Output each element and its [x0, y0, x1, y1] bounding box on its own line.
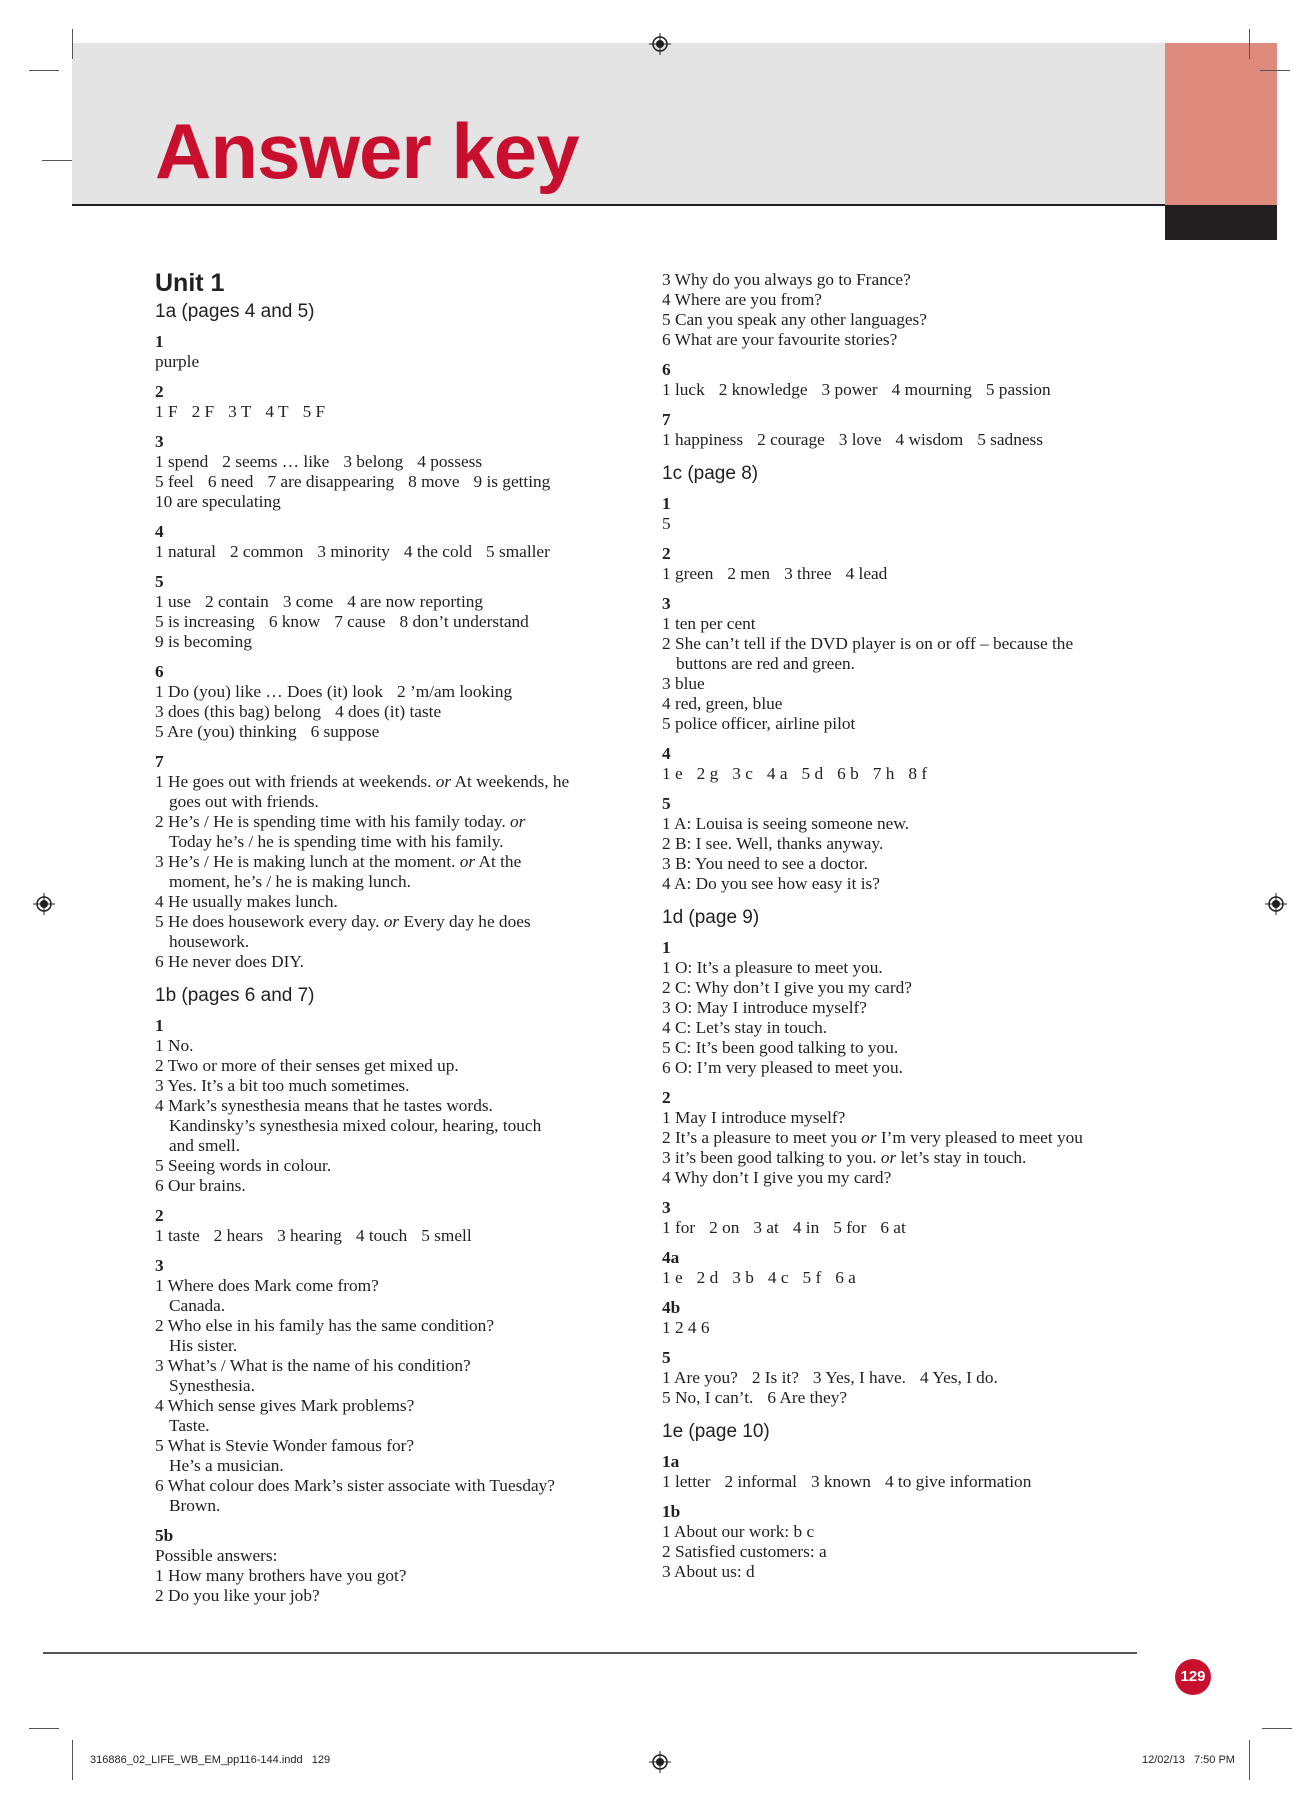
answer-continuation: moment, he’s / he is making lunch.	[169, 872, 411, 891]
answer-line: 4 He usually makes lunch.	[155, 892, 338, 911]
answer-item: 6 suppose	[310, 722, 380, 741]
answer-item: 4 lead	[845, 564, 888, 583]
answer-line: 5 What is Stevie Wonder famous for?	[155, 1436, 415, 1455]
answer-continuation: Today he’s / he is spending time with his family.	[169, 832, 504, 851]
answer-item: 6 at	[880, 1218, 906, 1237]
answer-item: 5 smaller	[486, 542, 550, 561]
answer-row	[155, 722, 635, 742]
crop-mark	[1249, 29, 1250, 59]
page-title: Answer key	[155, 107, 579, 195]
answer-item: 3 power	[821, 380, 878, 399]
exercise	[155, 1256, 635, 1516]
answer-text: let’s stay in touch.	[896, 1148, 1027, 1167]
exercise	[155, 662, 635, 742]
answer-continuation: Synesthesia.	[169, 1376, 255, 1395]
answer-line: 1 2 4 6	[662, 1318, 710, 1337]
answer-item: 1 for	[662, 1218, 696, 1237]
answer-item: 2 hears	[213, 1226, 264, 1245]
answer-item: 4 c	[767, 1268, 789, 1287]
answer-row	[155, 612, 635, 632]
exercise	[155, 752, 635, 972]
answer-text: Every day he does	[399, 912, 531, 931]
answer-item: 2 ’m/am looking	[396, 682, 513, 701]
exercise	[662, 410, 1182, 450]
answer-line: 1 ten per cent	[662, 614, 756, 633]
exercise-number: 5	[662, 1348, 671, 1367]
answer-text: I’m very pleased to meet you	[876, 1128, 1083, 1147]
answer-item: 6 know	[268, 612, 321, 631]
exercise	[662, 544, 1182, 584]
exercise	[662, 1198, 1182, 1238]
answer-line: 3 O: May I introduce myself?	[662, 998, 867, 1017]
answer-item: 1 F	[155, 402, 178, 421]
answer-item: 2 g	[696, 764, 719, 783]
answer-row	[155, 452, 635, 472]
exercise-number: 1	[155, 1016, 164, 1035]
exercise-number: 7	[155, 752, 164, 771]
answer-item: 6 Are they?	[767, 1388, 847, 1407]
answer-item: 9 is getting	[473, 472, 551, 491]
answer-item: 4 the cold	[403, 542, 473, 561]
left-column	[155, 268, 635, 1616]
answer-text: 2 It’s a pleasure to meet you	[662, 1128, 862, 1147]
exercise-number: 1b	[662, 1502, 681, 1521]
crop-mark	[72, 1740, 73, 1780]
answer-line: 3 Why do you always go to France?	[662, 270, 911, 289]
alternative-or: or	[435, 772, 452, 791]
file-slug: 316886_02_LIFE_WB_EM_pp116-144.indd 129	[90, 1754, 331, 1766]
answer-item: 2 F	[191, 402, 215, 421]
answer-line: 3 B: You need to see a doctor.	[662, 854, 868, 873]
section-heading: 1b (pages 6 and 7)	[155, 985, 315, 1006]
exercise	[662, 1502, 1182, 1582]
answer-item: 3 belong	[343, 452, 404, 471]
answer-row	[155, 542, 635, 562]
answer-item: 4 possess	[417, 452, 483, 471]
exercise-number: 4	[662, 744, 671, 763]
exercise-number: 4b	[662, 1298, 681, 1317]
answer-item: 2 courage	[757, 430, 825, 449]
answer-item: 4 mourning	[891, 380, 972, 399]
exercise	[155, 1016, 635, 1196]
answer-row	[662, 380, 1182, 400]
answer-text: 1 He goes out with friends at weekends.	[155, 772, 436, 791]
header-color-tab	[1165, 43, 1277, 205]
answer-line: 4 red, green, blue	[662, 694, 783, 713]
registration-mark-icon	[1265, 893, 1287, 915]
exercise-number: 2	[662, 1088, 671, 1107]
answer-item: 2 Is it?	[751, 1368, 799, 1387]
exercise	[662, 1248, 1182, 1288]
answer-item: 4 Yes, I do.	[920, 1368, 998, 1387]
answer-item: 5 feel	[155, 472, 194, 491]
exercise	[662, 744, 1182, 784]
answer-row	[155, 402, 635, 422]
exercise-number: 2	[662, 544, 671, 563]
answer-item: 8 move	[408, 472, 460, 491]
exercise-number: 2	[155, 382, 164, 401]
exercise	[662, 794, 1182, 894]
answer-item: 4 in	[792, 1218, 820, 1237]
crop-mark	[42, 160, 72, 161]
answer-item: 5 sadness	[977, 430, 1043, 449]
exercise	[662, 494, 1182, 534]
answer-item: 6 need	[207, 472, 254, 491]
answer-item: 4 wisdom	[895, 430, 964, 449]
answer-row	[662, 1368, 1182, 1388]
answer-row	[155, 682, 635, 702]
answer-item: 7 cause	[334, 612, 386, 631]
answer-line: 1 Where does Mark come from?	[155, 1276, 379, 1295]
answer-item: 9 is becoming	[155, 632, 252, 651]
answer-line: 2 Two or more of their senses get mixed up.	[155, 1056, 459, 1075]
page-number-badge: 129	[1175, 1659, 1211, 1695]
answer-line	[662, 1128, 1182, 1148]
answer-item: 3 minority	[317, 542, 390, 561]
exercise-number: 5	[662, 794, 671, 813]
registration-mark-icon	[33, 893, 55, 915]
answer-row	[155, 492, 635, 512]
answer-item: 2 seems … like	[222, 452, 330, 471]
answer-row	[155, 702, 635, 722]
exercise	[662, 1348, 1182, 1408]
exercise	[155, 522, 635, 562]
answer-row	[662, 1472, 1182, 1492]
answer-item: 2 contain	[205, 592, 269, 611]
answer-item: 1 Do (you) like … Does (it) look	[155, 682, 383, 701]
exercise-number: 4	[155, 522, 164, 541]
alternative-or: or	[383, 912, 400, 931]
answer-item: 3 b	[732, 1268, 754, 1287]
answer-line: 6 What are your favourite stories?	[662, 330, 898, 349]
answer-item: 4 touch	[355, 1226, 408, 1245]
answer-line: 1 About our work: b c	[662, 1522, 815, 1541]
answer-line: 5 C: It’s been good talking to you.	[662, 1038, 899, 1057]
answer-continuation: Canada.	[169, 1296, 226, 1315]
answer-item: 5 for	[833, 1218, 867, 1237]
answer-item: 2 informal	[724, 1472, 797, 1491]
answer-item: 5 smell	[421, 1226, 472, 1245]
answer-row	[155, 472, 635, 492]
answer-item: 3 come	[282, 592, 334, 611]
answer-line: 5 police officer, airline pilot	[662, 714, 856, 733]
answer-item: 1 use	[155, 592, 191, 611]
answer-line: 2 Do you like your job?	[155, 1586, 320, 1605]
exercise	[662, 1452, 1182, 1492]
answer-item: 1 spend	[155, 452, 209, 471]
answer-line: 2 C: Why don’t I give you my card?	[662, 978, 912, 997]
date-slug: 12/02/13 7:50 PM	[1142, 1754, 1235, 1766]
answer-text: At the	[475, 852, 522, 871]
exercise-number: 5	[155, 572, 164, 591]
answer-item: 2 men	[727, 564, 771, 583]
header-rule	[72, 204, 1165, 206]
answer-item: 6 b	[837, 764, 859, 783]
answer-item: 8 f	[908, 764, 928, 783]
answer-line: 3 blue	[662, 674, 705, 693]
answer-item: 3 known	[810, 1472, 871, 1491]
answer-row	[155, 1226, 635, 1246]
answer-line: 1 O: It’s a pleasure to meet you.	[662, 958, 883, 977]
answer-text: 2 He’s / He is spending time with his family today.	[155, 812, 511, 831]
answer-line: 1 A: Louisa is seeing someone new.	[662, 814, 910, 833]
answer-continuation: His sister.	[169, 1336, 238, 1355]
answer-line: 3 About us: d	[662, 1562, 755, 1581]
answer-item: 1 natural	[155, 542, 216, 561]
exercise	[155, 332, 635, 372]
exercise	[662, 270, 1182, 350]
exercise-number: 7	[662, 410, 671, 429]
answer-line: 4 Which sense gives Mark problems?	[155, 1396, 415, 1415]
answer-row	[662, 564, 1182, 584]
answer-line: 4 C: Let’s stay in touch.	[662, 1018, 828, 1037]
answer-continuation: Brown.	[169, 1496, 221, 1515]
answer-line: 3 Yes. It’s a bit too much sometimes.	[155, 1076, 410, 1095]
crop-mark	[1262, 1728, 1292, 1729]
answer-item: 3 c	[732, 764, 753, 783]
answer-line	[662, 1148, 1182, 1168]
answer-item: 3 Yes, I have.	[812, 1368, 906, 1387]
answer-item: 5 No, I can’t.	[662, 1388, 754, 1407]
alternative-or: or	[861, 1128, 877, 1147]
answer-item: 5 d	[801, 764, 824, 783]
answer-item: 3 love	[838, 430, 882, 449]
section-heading: 1d (page 9)	[662, 907, 760, 928]
exercise-number: 3	[155, 432, 164, 451]
answer-row	[662, 430, 1182, 450]
answer-item: 3 does (this bag) belong	[155, 702, 322, 721]
answer-item: 4 are now reporting	[347, 592, 484, 611]
answer-line: Possible answers:	[155, 1546, 278, 1565]
exercise	[155, 432, 635, 512]
answer-continuation: goes out with friends.	[169, 792, 319, 811]
answer-line: 3 What’s / What is the name of his condition?	[155, 1356, 471, 1375]
exercise	[155, 572, 635, 652]
answer-row	[155, 592, 635, 612]
answer-item: 5 passion	[985, 380, 1051, 399]
answer-continuation: and smell.	[169, 1136, 241, 1155]
answer-continuation: He’s a musician.	[169, 1456, 284, 1475]
answer-row	[662, 764, 1182, 784]
exercise	[155, 1526, 635, 1606]
answer-item: 2 common	[229, 542, 304, 561]
answer-row	[155, 632, 635, 652]
answer-row	[662, 1388, 1182, 1408]
answer-text: 5 He does housework every day.	[155, 912, 384, 931]
exercise-number: 1a	[662, 1452, 680, 1471]
answer-item: 1 luck	[662, 380, 705, 399]
crop-mark	[29, 1728, 59, 1729]
answer-item: 1 e	[662, 764, 683, 783]
exercise	[662, 1298, 1182, 1338]
unit-heading: Unit 1	[155, 269, 225, 297]
answer-item: 10 are speculating	[155, 492, 281, 511]
exercise-number: 1	[662, 494, 671, 513]
answer-line	[155, 772, 635, 792]
section-heading: 1c (page 8)	[662, 463, 759, 484]
alternative-or: or	[880, 1148, 897, 1167]
answer-item: 5 Are (you) thinking	[155, 722, 297, 741]
answer-item: 2 on	[709, 1218, 740, 1237]
answer-line: 6 Our brains.	[155, 1176, 246, 1195]
answer-item: 4 does (it) taste	[335, 702, 442, 721]
exercise	[662, 360, 1182, 400]
right-column	[662, 270, 1182, 1592]
answer-item: 3 at	[753, 1218, 779, 1237]
answer-line: 4 Why don’t I give you my card?	[662, 1168, 892, 1187]
crop-mark	[1249, 1740, 1250, 1780]
section-heading: 1a (pages 4 and 5)	[155, 301, 315, 322]
exercise-number: 2	[155, 1206, 164, 1225]
answer-item: 1 e	[662, 1268, 683, 1287]
answer-line: 6 He never does DIY.	[155, 952, 304, 971]
crop-mark	[1260, 70, 1290, 71]
answer-continuation: housework.	[169, 932, 250, 951]
exercise-number: 6	[662, 360, 671, 379]
answer-row	[662, 1218, 1182, 1238]
answer-line: 1 No.	[155, 1036, 194, 1055]
alternative-or: or	[459, 852, 476, 871]
exercise-number: 3	[662, 594, 671, 613]
answer-item: 1 green	[662, 564, 714, 583]
answer-line: 5 Seeing words in colour.	[155, 1156, 332, 1175]
answer-line: 1 How many brothers have you got?	[155, 1566, 407, 1585]
answer-item: 3 T	[228, 402, 252, 421]
answer-item: 2 knowledge	[718, 380, 808, 399]
registration-mark-icon	[649, 1751, 671, 1773]
answer-item: 3 three	[784, 564, 832, 583]
exercise-number: 5b	[155, 1526, 174, 1545]
registration-mark-icon	[649, 33, 671, 55]
answer-line	[155, 912, 635, 932]
answer-continuation: Taste.	[169, 1416, 210, 1435]
answer-item: 8 don’t understand	[399, 612, 529, 631]
answer-continuation: buttons are red and green.	[676, 654, 855, 673]
answer-line: 4 Mark’s synesthesia means that he tastes words.	[155, 1096, 493, 1115]
exercise	[662, 594, 1182, 734]
header-black-tab	[1165, 205, 1277, 240]
exercise-number: 3	[155, 1256, 164, 1275]
answer-line: 5	[662, 514, 671, 533]
answer-row	[662, 1268, 1182, 1288]
answer-item: 4 to give information	[884, 1472, 1032, 1491]
answer-item: 1 Are you?	[662, 1368, 738, 1387]
answer-item: 1 taste	[155, 1226, 200, 1245]
answer-item: 2 d	[696, 1268, 719, 1287]
answer-text: 3 He’s / He is making lunch at the moment.	[155, 852, 460, 871]
answer-line: 1 May I introduce myself?	[662, 1108, 846, 1127]
exercise-number: 1	[662, 938, 671, 957]
exercise	[662, 1088, 1182, 1188]
exercise-number: 3	[662, 1198, 671, 1217]
alternative-or: or	[510, 812, 526, 831]
answer-line: purple	[155, 352, 200, 371]
section-heading: 1e (page 10)	[662, 1421, 770, 1442]
answer-line: 2 She can’t tell if the DVD player is on or off – because the	[662, 634, 1074, 653]
answer-line: 4 A: Do you see how easy it is?	[662, 874, 880, 893]
answer-line: 2 B: I see. Well, thanks anyway.	[662, 834, 884, 853]
answer-line	[155, 852, 635, 872]
answer-item: 6 a	[835, 1268, 856, 1287]
answer-item: 7 are disappearing	[267, 472, 395, 491]
answer-item: 4 T	[265, 402, 289, 421]
footer-rule	[43, 1652, 1137, 1654]
answer-item: 4 a	[766, 764, 788, 783]
answer-text: At weekends, he	[451, 772, 570, 791]
answer-line: 6 What colour does Mark’s sister associate with Tuesday?	[155, 1476, 555, 1495]
answer-item: 5 is increasing	[155, 612, 255, 631]
answer-continuation: Kandinsky’s synesthesia mixed colour, hearing, touch	[169, 1116, 542, 1135]
answer-item: 3 hearing	[277, 1226, 342, 1245]
answer-line: 5 Can you speak any other languages?	[662, 310, 927, 329]
crop-mark	[29, 70, 59, 71]
answer-line: 2 Who else in his family has the same condition?	[155, 1316, 494, 1335]
exercise	[155, 1206, 635, 1246]
crop-mark	[72, 29, 73, 59]
answer-line: 4 Where are you from?	[662, 290, 822, 309]
exercise-number: 4a	[662, 1248, 680, 1267]
exercise	[155, 382, 635, 422]
answer-item: 5 F	[302, 402, 326, 421]
answer-item: 1 happiness	[662, 430, 744, 449]
answer-item: 7 h	[872, 764, 895, 783]
exercise-number: 1	[155, 332, 164, 351]
exercise-number: 6	[155, 662, 164, 681]
answer-item: 1 letter	[662, 1472, 711, 1491]
exercise	[662, 938, 1182, 1078]
answer-line	[155, 812, 635, 832]
answer-text: 3 it’s been good talking to you.	[662, 1148, 881, 1167]
answer-line: 2 Satisfied customers: a	[662, 1542, 827, 1561]
answer-line: 6 O: I’m very pleased to meet you.	[662, 1058, 903, 1077]
answer-item: 5 f	[802, 1268, 822, 1287]
